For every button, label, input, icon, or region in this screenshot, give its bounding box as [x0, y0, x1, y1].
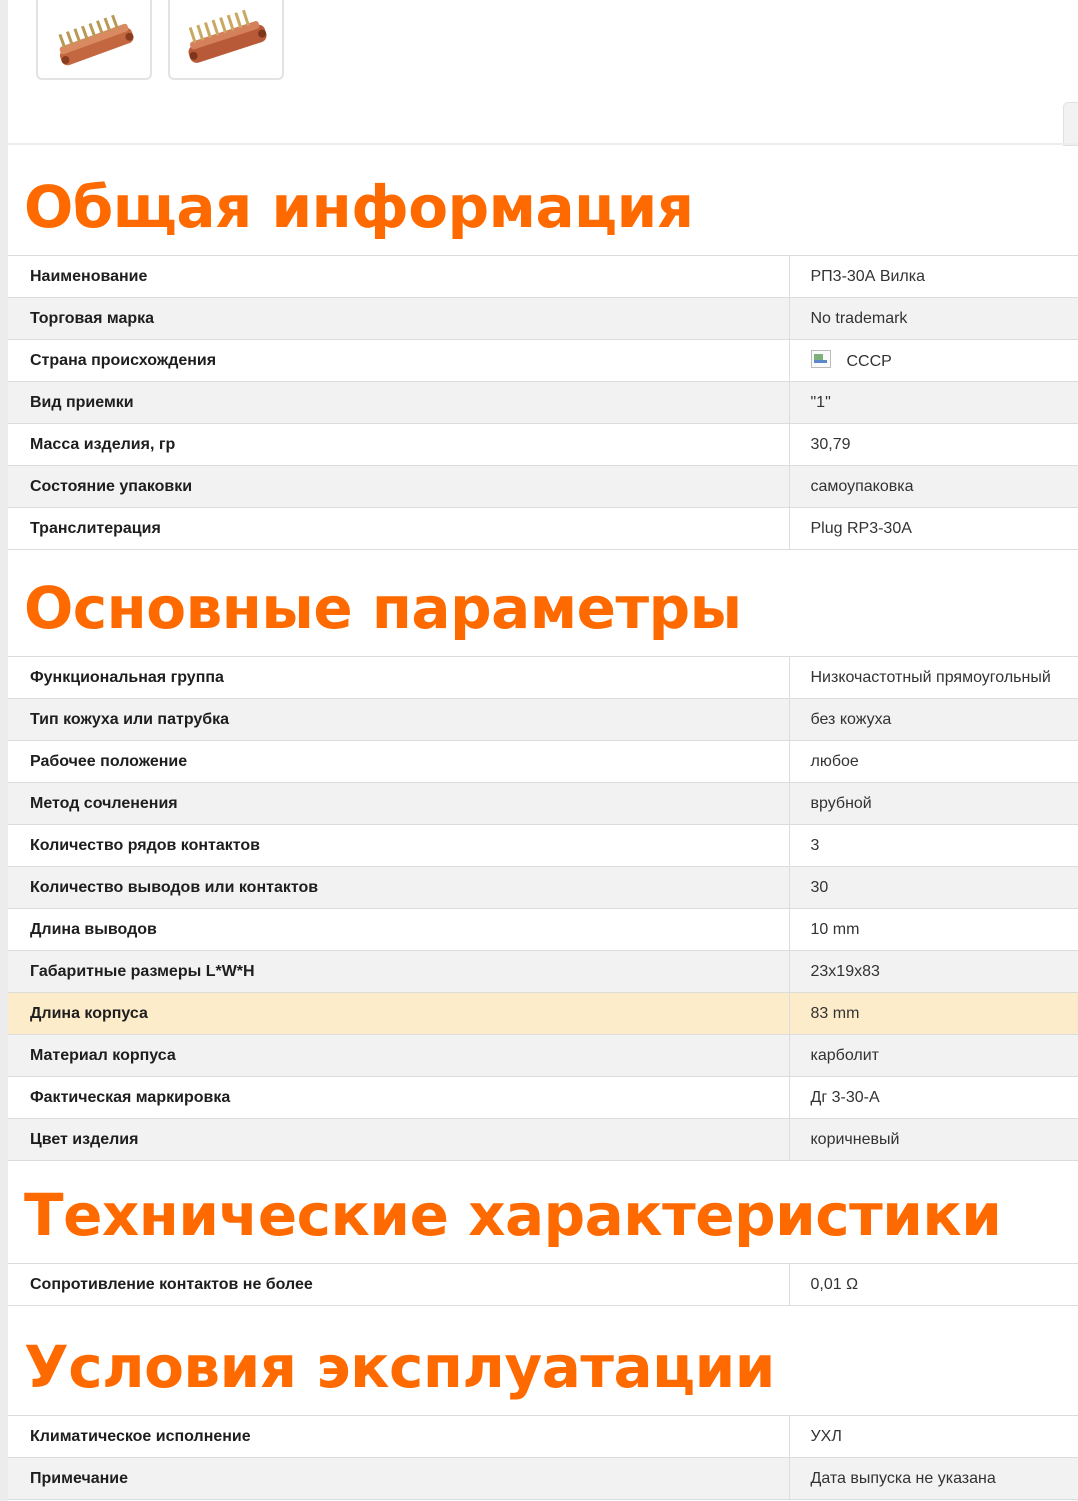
property-value: УХЛ [789, 1416, 1078, 1458]
property-name: Тип кожуха или патрубка [8, 699, 789, 741]
property-value: РП3-30А Вилка [789, 256, 1078, 298]
property-name: Страна происхождения [8, 340, 789, 382]
table-row [8, 867, 1078, 909]
property-name: Климатическое исполнение [8, 1416, 789, 1458]
property-value: самоупаковка [789, 466, 1078, 508]
property-value: любое [789, 741, 1078, 783]
property-name: Фактическая маркировка [8, 1077, 789, 1119]
section-title: Основные параметры [24, 574, 742, 642]
property-name: Масса изделия, гр [8, 424, 789, 466]
thumbnail-2[interactable] [168, 0, 284, 80]
property-name: Метод сочленения [8, 783, 789, 825]
property-name: Рабочее положение [8, 741, 789, 783]
property-name: Наименование [8, 256, 789, 298]
property-name: Цвет изделия [8, 1119, 789, 1161]
property-name: Количество рядов контактов [8, 825, 789, 867]
tech-specs-table [8, 1263, 1078, 1306]
table-row [8, 699, 1078, 741]
table-row [8, 1458, 1078, 1500]
property-value: врубной [789, 783, 1078, 825]
table-row [8, 951, 1078, 993]
section-tech-specs [8, 1153, 1078, 1306]
property-value-cell [789, 340, 1078, 382]
property-name: Состояние упаковки [8, 466, 789, 508]
section-title: Технические характеристики [24, 1181, 1002, 1249]
property-value: No trademark [789, 298, 1078, 340]
table-row [8, 783, 1078, 825]
table-row [8, 340, 1078, 382]
table-row [8, 382, 1078, 424]
connector-image [176, 5, 276, 73]
side-tab[interactable] [1063, 102, 1078, 146]
table-row [8, 508, 1078, 550]
table-row [8, 825, 1078, 867]
property-value: Plug RP3-30A [789, 508, 1078, 550]
property-value: "1" [789, 382, 1078, 424]
property-value: 83 mm [789, 993, 1078, 1035]
property-value: Дата выпуска не указана [789, 1458, 1078, 1500]
property-value: 10 mm [789, 909, 1078, 951]
table-row-highlighted [8, 993, 1078, 1035]
property-name: Функциональная группа [8, 657, 789, 699]
property-name: Сопротивление контактов не более [8, 1264, 789, 1306]
section-general [8, 145, 1078, 550]
table-row [8, 909, 1078, 951]
property-value: 30 [789, 867, 1078, 909]
property-name: Вид приемки [8, 382, 789, 424]
property-name: Транслитерация [8, 508, 789, 550]
general-table [8, 255, 1078, 550]
property-value: Низкочастотный прямоугольный [789, 657, 1078, 699]
conditions-table [8, 1415, 1078, 1500]
left-gutter [0, 0, 8, 1501]
table-row [8, 741, 1078, 783]
property-name: Габаритные размеры L*W*H [8, 951, 789, 993]
property-value: 3 [789, 825, 1078, 867]
property-name: Длина выводов [8, 909, 789, 951]
table-row [8, 256, 1078, 298]
property-value: без кожуха [789, 699, 1078, 741]
table-row [8, 1077, 1078, 1119]
section-title: Условия эксплуатации [24, 1333, 775, 1401]
table-row [8, 1416, 1078, 1458]
property-value: Дг 3-30-А [789, 1077, 1078, 1119]
table-row [8, 657, 1078, 699]
table-row [8, 298, 1078, 340]
property-value: 23x19x83 [789, 951, 1078, 993]
property-name: Количество выводов или контактов [8, 867, 789, 909]
section-conditions [8, 1305, 1078, 1500]
section-main-params [8, 546, 1078, 1161]
property-value: коричневый [789, 1119, 1078, 1161]
thumbnail-strip [36, 0, 284, 82]
main-params-table [8, 656, 1078, 1161]
table-row [8, 1264, 1078, 1306]
property-name: Материал корпуса [8, 1035, 789, 1077]
property-name: Длина корпуса [8, 993, 789, 1035]
flag-icon [811, 350, 833, 370]
thumbnail-1[interactable] [36, 0, 152, 80]
table-row [8, 466, 1078, 508]
property-name: Примечание [8, 1458, 789, 1500]
country-name: СССР [846, 353, 892, 370]
connector-image [44, 5, 144, 73]
property-value: 30,79 [789, 424, 1078, 466]
table-row [8, 424, 1078, 466]
property-value: карболит [789, 1035, 1078, 1077]
section-title: Общая информация [24, 173, 694, 241]
table-row [8, 1035, 1078, 1077]
property-value: 0,01 Ω [789, 1264, 1078, 1306]
property-name: Торговая марка [8, 298, 789, 340]
